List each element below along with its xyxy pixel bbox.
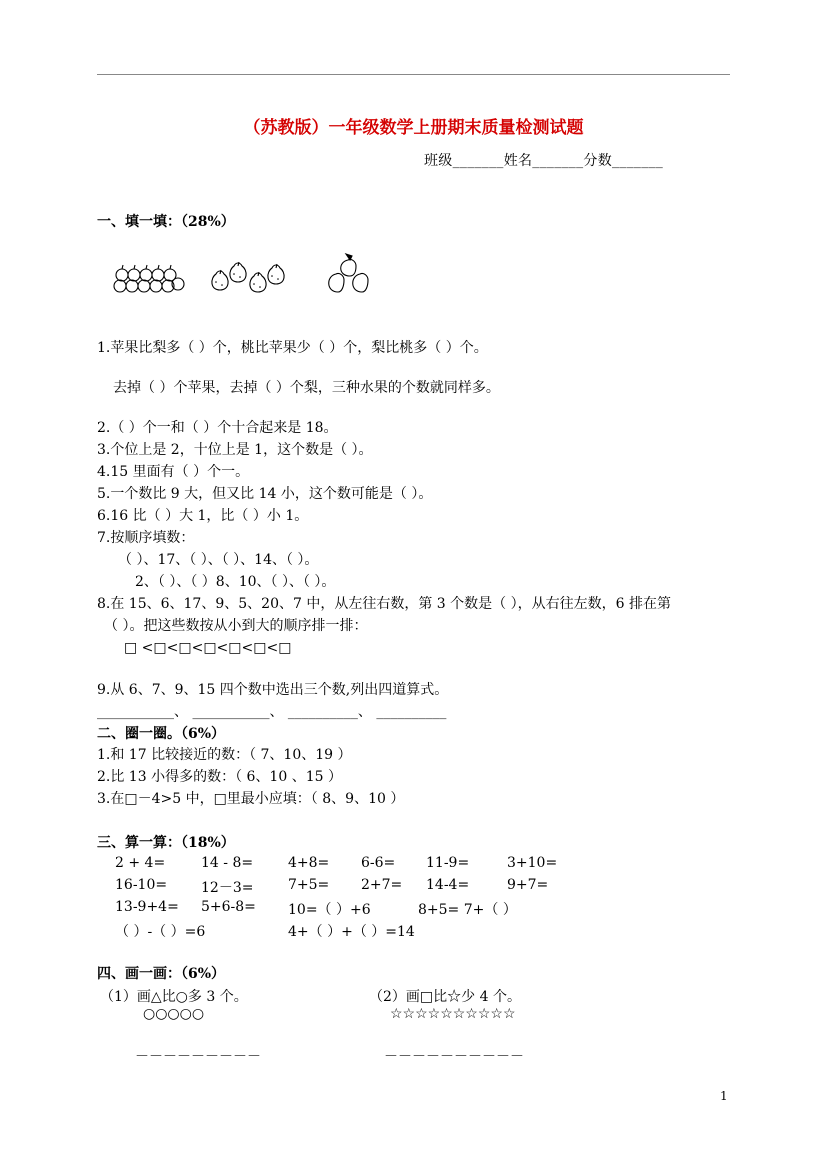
calc-item: 7+5=: [288, 877, 330, 893]
pears-icon: [212, 262, 284, 292]
calc-item: （ ）-（ ）=6: [115, 924, 206, 940]
calc-item: 5+6-8=: [201, 899, 256, 915]
section2-heading: 二、圈一圈。（6%）: [97, 726, 226, 742]
header-rule: [97, 74, 730, 75]
calc-item: 2 + 4=: [115, 855, 166, 871]
calc-item: 3+10=: [507, 855, 558, 871]
q3: 3.个位上是 2，十位上是 1，这个数是（ ）。: [97, 442, 373, 458]
section3-heading: 三、算一算：（18%）: [97, 835, 235, 851]
section4-heading: 四、画一画：（6%）: [97, 966, 226, 982]
section1-heading: 一、填一填：（28%）: [97, 214, 235, 230]
calc-item: 16-10=: [115, 877, 168, 893]
peaches-icon: [329, 254, 368, 292]
calc-item: 11-9=: [426, 855, 470, 871]
calc-item: 9+7=: [507, 877, 549, 893]
calc-item: 2+7=: [361, 877, 403, 893]
q8-line2: （ ）。把这些数按从小到大的顺序排一排：: [104, 618, 368, 634]
stars-row: ☆☆☆☆☆☆☆☆☆☆: [390, 1006, 516, 1022]
apples-icon: [114, 265, 184, 292]
page-title: （苏教版）一年级数学上册期末质量检测试题: [243, 118, 584, 138]
q7: 7.按顺序填数：: [97, 530, 195, 546]
q6: 6.16 比（ ）大 1，比（ ）小 1。: [97, 508, 309, 524]
draw-q2: （2）画□比☆少 4 个。: [369, 989, 521, 1005]
page-number: 1: [720, 1089, 728, 1103]
calc-item: 14-4=: [426, 877, 470, 893]
q7-row2: 2、（ ）、（ ）8、10、（ ）、（ ）。: [135, 574, 336, 590]
q5: 5.一个数比 9 大，但又比 14 小，这个数可能是（ ）。: [97, 486, 433, 502]
answer-blank-2: －－－－－－－－－－: [384, 1049, 524, 1065]
calc-item: 6-6=: [361, 855, 396, 871]
q1-line2: 去掉（ ）个苹果，去掉（ ）个梨，三种水果的个数就同样多。: [113, 380, 500, 396]
q8-order-boxes: □ <□<□<□<□<□<□: [124, 640, 292, 656]
s2-q2: 2.比 13 小得多的数：（ 6、10 、15 ）: [97, 769, 342, 785]
calc-item: 12－3=: [201, 880, 254, 896]
q7-row1: （ ）、17、（ ）、（ ）、14、（ ）。: [118, 552, 319, 568]
q9-blanks: ___________、 ___________、 __________、 __________: [97, 704, 447, 720]
student-info-line: 班级_______姓名_______分数_______: [424, 153, 664, 169]
circles-row: ○○○○○: [143, 1006, 205, 1022]
fruit-illustration: [110, 250, 390, 300]
q4: 4.15 里面有（ ）个一。: [97, 464, 250, 480]
calc-item: 4+8=: [288, 855, 330, 871]
q2: 2.（ ）个一和（ ）个十合起来是 18。: [97, 420, 338, 436]
calc-item: 10=（ ）+6: [288, 902, 371, 918]
calc-item: 14 - 8=: [201, 855, 254, 871]
calc-item: 4+（ ）+（ ）=14: [288, 924, 415, 940]
calc-item: 8+5= 7+（ ）: [418, 902, 517, 918]
calc-item: 13-9+4=: [115, 899, 179, 915]
draw-q1: （1）画△比○多 3 个。: [100, 989, 248, 1005]
q8-line1: 8.在 15、6、17、9、5、20、7 中，从左往右数，第 3 个数是（ ），从右往左数，6 排在第: [97, 596, 671, 612]
answer-blank-1: －－－－－－－－－: [135, 1049, 261, 1065]
q9: 9.从 6、7、9、15 四个数中选出三个数,列出四道算式。: [97, 682, 449, 698]
s2-q1: 1.和 17 比较接近的数：（ 7、10、19 ）: [97, 747, 352, 763]
s2-q3: 3.在□－4>5 中，□里最小应填：（ 8、9、10 ）: [97, 791, 405, 807]
q1-line1: 1.苹果比梨多（ ）个，桃比苹果少（ ）个，梨比桃多（ ）个。: [97, 340, 488, 356]
